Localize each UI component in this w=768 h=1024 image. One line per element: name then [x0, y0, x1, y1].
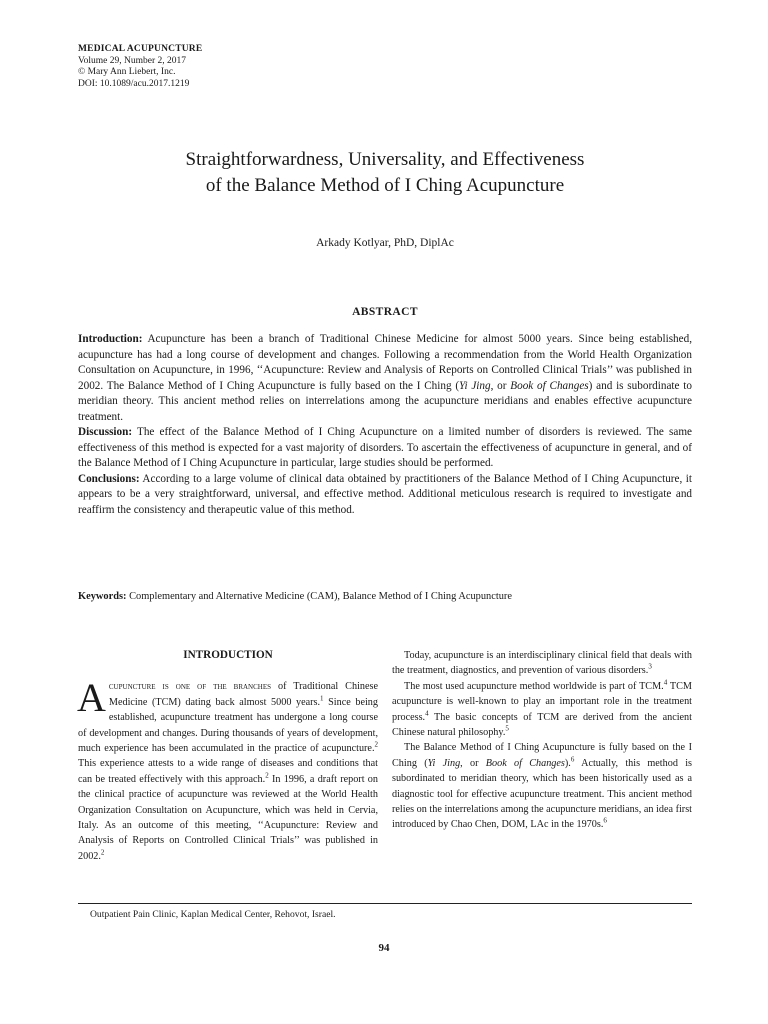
discussion-label: Discussion:: [78, 426, 133, 438]
author-line: Arkady Kotlyar, PhD, DiplAc: [316, 237, 454, 249]
citation-ref: 2: [265, 771, 269, 780]
affiliation-footnote: Outpatient Pain Clinic, Kaplan Medical Center, Rehovot, Israel.: [90, 909, 336, 920]
abstract-discussion: [78, 425, 692, 472]
body-text: The most used acupuncture method worldwide is part of TCM.: [404, 680, 664, 692]
citation-ref: 2: [374, 740, 378, 749]
journal-doi: DOI: 10.1089/acu.2017.1219: [78, 78, 190, 89]
body-paragraph: [392, 679, 692, 741]
body-text: Actually, this method is subordinated to meridian theory, which has been historically used as a diagnostic tool for effective acupuncture treatment. This ancient method relies on the interrelations among the acupuncture meridians, an idea first introduced by Chao Chen, DOM, LAc in the 1970s.: [392, 757, 692, 831]
abstract-text: ) and is subordinate to meridian theory. This ancient method relies on interrelations among the acupuncture meridians and enables effective acupuncture treatment.: [78, 379, 692, 423]
citation-ref: 4: [425, 709, 429, 718]
citation-ref: 3: [648, 663, 652, 672]
body-paragraph: [392, 740, 692, 832]
body-text: , or: [460, 757, 486, 769]
article-title: [78, 147, 692, 199]
footnote-divider: [78, 903, 692, 904]
citation-ref: 2: [100, 848, 105, 857]
conclusions-label: Conclusions:: [78, 472, 140, 485]
citation-ref: 6: [603, 817, 607, 826]
journal-volume: Volume 29, Number 2, 2017: [78, 55, 187, 66]
abstract-text: Acupuncture has been a branch of Traditional Chinese Medicine for almost 5000 years. Since being established, acupuncture has had a long course of development and changes. Following a recommendation from the World Health Organization Consultation on Acupuncture, in 1996, ‘‘Acupuncture: Review and Analysis of Reports on Controlled Clinical Trials’’ was published in 2002. The Balance Method of I Ching Acupuncture is fully based on the I Ching (: [78, 333, 692, 392]
citation-ref: 6: [570, 755, 575, 764]
keywords-text: Complementary and Alternative Medicine (CAM), Balance Method of I Ching Acupuncture: [126, 591, 512, 602]
citation-ref: 4: [663, 678, 668, 687]
right-column: [392, 648, 692, 833]
section-heading: INTRODUCTION: [183, 649, 273, 661]
body-text: of Traditional Chinese Medicine (TCM) dating back almost 5000 years.: [108, 681, 379, 708]
keywords: [78, 590, 692, 604]
abstract-introduction: [78, 332, 692, 425]
title-line-1: Straightforwardness, Universality, and Effectiveness: [185, 149, 585, 170]
body-italic: Book of Changes: [485, 757, 565, 769]
body-italic: Yi Jing: [427, 757, 461, 769]
body-text: ).: [564, 757, 571, 769]
abstract-text: , or: [490, 379, 511, 392]
title-line-2: of the Balance Method of I Ching Acupuncture: [205, 175, 565, 196]
body-text: TCM acupuncture is well-known to play an important role in the treatment process.: [392, 680, 692, 723]
journal-name: MEDICAL ACUPUNCTURE: [78, 44, 203, 54]
journal-copyright: © Mary Ann Liebert, Inc.: [78, 67, 176, 77]
abstract-italic: Book of Changes: [510, 379, 589, 392]
body-text: In 1996, a draft report on the clinical practice of acupuncture was reviewed at the World Health Organization Consultation on Acupuncture, which was held in Cervia, Italy. As an outcome of this meeting, ‘‘Acupuncture: Review and Analysis of Reports on Controlled Clinical Trials’’ was published in 2002.: [78, 773, 378, 862]
abstract-conclusions: [78, 472, 692, 519]
page-number: 94: [378, 942, 390, 954]
body-paragraph: [392, 648, 692, 679]
body-text: Today, acupuncture is an interdisciplinary clinical field that deals with the treatment, diagnostics, and prevention of various disorders.: [392, 650, 692, 677]
body-text: The Balance Method of I Ching Acupuncture is fully based on the I Ching (: [392, 742, 692, 769]
abstract-text: According to a large volume of clinical data obtained by practitioners of the Balance Method of I Ching Acupuncture, it appears to be a very straightforward, universal, and effective method. Additional meticulous research is required to investigate and reaffirm the consistency and therapeutic value of this method.: [78, 472, 692, 516]
citation-ref: 5: [505, 724, 509, 733]
intro-paragraph: [77, 675, 379, 864]
journal-header: [78, 44, 202, 90]
lead-in-smallcaps: cupuncture is one of the branches: [108, 681, 272, 693]
abstract-text: The effect of the Balance Method of I Ching Acupuncture on a limited number of disorders is reviewed. The same effectiveness of this method is expected for a vast majority of disorders. To ascertain the effectiveness of acupuncture in general, and of the Balance Method of I Ching Acupuncture in particular, large studies should be performed.: [78, 426, 692, 469]
abstract-body: [78, 332, 692, 518]
left-column: [78, 648, 378, 864]
body-text: Since being established, acupuncture treatment has undergone a long course of development and changes. During thousands of years of development, much experience has been accumulated in the practice of acupuncture.: [78, 696, 378, 755]
citation-ref: 1: [320, 694, 324, 703]
keywords-label: Keywords:: [78, 591, 127, 602]
abstract-italic: Yi Jing: [459, 379, 491, 392]
body-text: The basic concepts of TCM are derived from the ancient Chinese natural philosophy.: [392, 711, 692, 739]
abstract-heading: ABSTRACT: [352, 306, 418, 318]
drop-cap: A: [77, 675, 106, 721]
intro-label: Introduction:: [78, 333, 143, 345]
body-text: This experience attests to a wide range of diseases and conditions that can be treated effectively with this approach.: [78, 758, 378, 785]
